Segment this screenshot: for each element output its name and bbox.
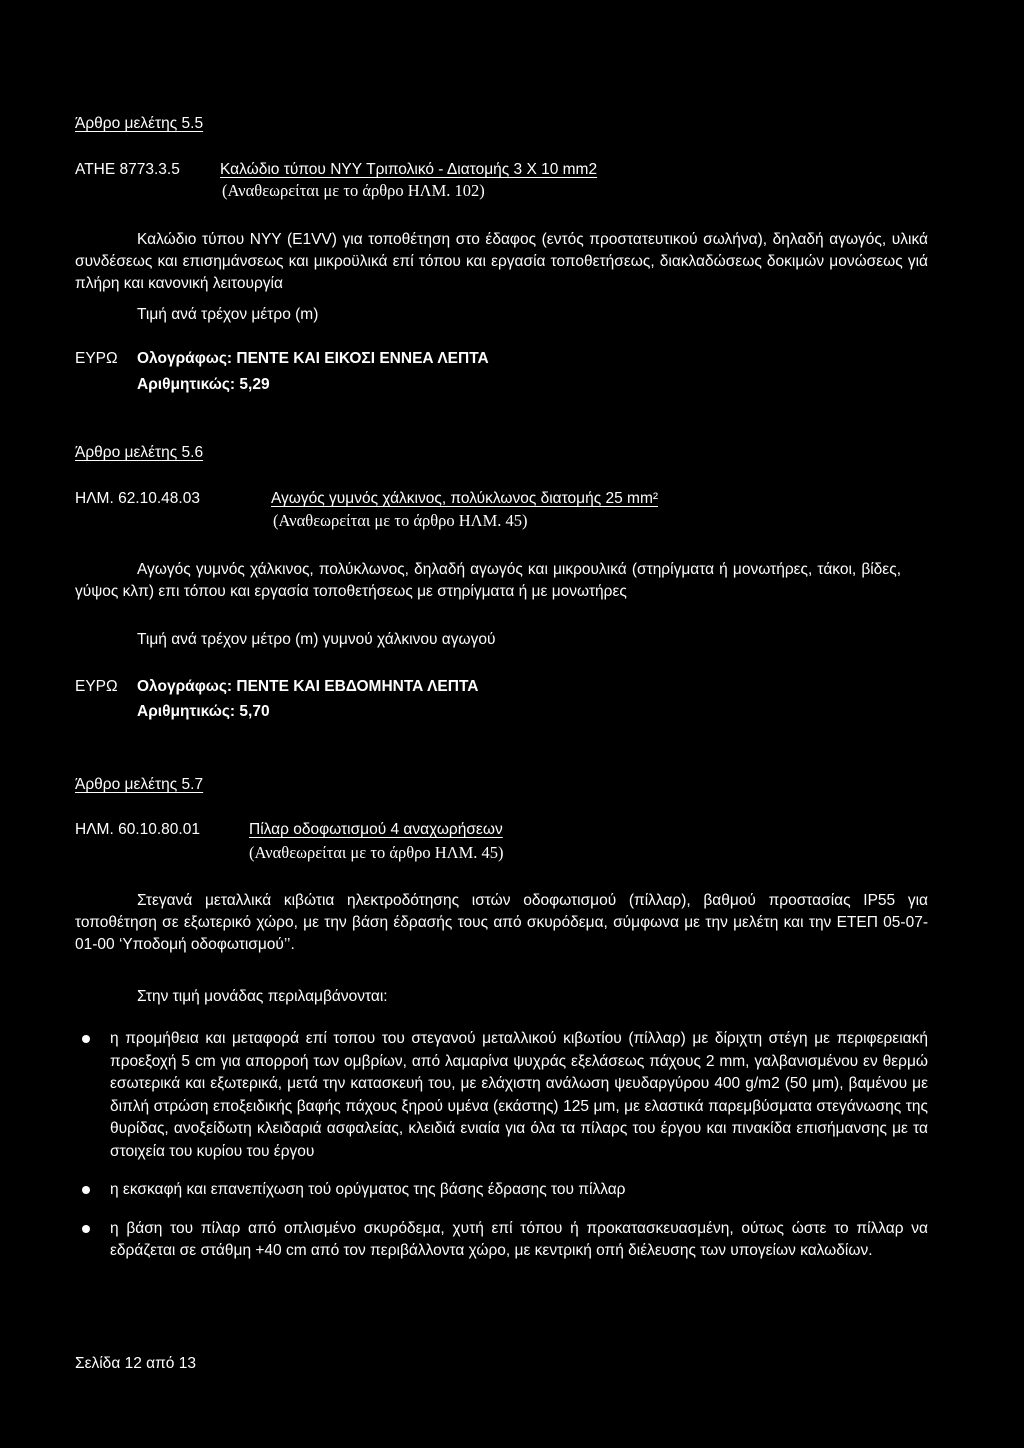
price-in-words: Ολογράφως: ΠΕΝΤΕ ΚΑΙ ΕΒΔΟΜΗΝΤΑ ΛΕΠΤΑ [137,678,479,695]
price-unit: Τιμή ανά τρέχον μέτρο (m) γυμνού χάλκινου αγωγού [137,631,496,648]
revision-note: (Αναθεωρείται με το άρθρο ΗΛΜ. 102) [222,181,485,200]
article-code: ΗΛΜ. 60.10.80.01 [75,821,200,838]
bullet-icon [82,1035,90,1043]
bullet-icon [82,1186,90,1194]
article-heading: Άρθρο μελέτης 5.7 [75,776,204,793]
includes-label: Στην τιμή μονάδας περιλαμβάνονται: [137,988,388,1005]
article-title: Πίλαρ οδοφωτισμού 4 αναχωρήσεων [249,821,503,838]
currency-label: ΕΥΡΩ [75,350,118,367]
article-description: Καλώδιο τύπου NYY (E1VV) για τοποθέτηση στο έδαφος (εντός προστατευτικού σωλήνα), δηλαδή αγωγός, υλικά συνδέσεως και επισημάνσεως και μικροϋλικά επί τόπου και εργασία τοποθετήσεως, διακλαδώσεως δοκιμών μονώσεως γιά πλήρη και κανονική λειτουργία [75,231,928,292]
price-numeric: Αριθμητικώς: 5,29 [137,376,270,393]
list-item-text: η προμήθεια και μεταφορά επί τοπου του στεγανού μεταλλικού κιβωτίου (πίλλαρ) με δίριχτη στέγη με περιφερειακή προεξοχή 5 cm για απορροή των ομβρίων, από λαμαρίνα ψυχράς εξελάσεως πάχους 2 mm, γαλβανισμένου εν θερμώ εσωτερικά και εξωτερικά, μετά την κατασκευή του, με ελάχιστη ανάλωση ψευδαργύρου 400 g/m2 (50 μm), βαμένου με διπλή στρώση εποξειδικής βαφής πάχους ξηρού υμένα (εκάστης) 125 μm, με ελαστικά παρεμβύσματα στεγάνωσης της θυρίδας, ανοξείδωτη κλειδαριά ασφαλείας, κλειδιά ενιαία για όλα τα πίλαρς του έργου και πινακίδα επισήμανσης με τα στοιχεία του κυρίου του έργου [110,1030,928,1160]
included-items-list [82,1028,928,1263]
list-item-text: η εκσκαφή και επανεπίχωση τού ορύγματος της βάσης έδρασης του πίλλαρ [110,1181,626,1198]
revision-note: (Αναθεωρείται με το άρθρο ΗΛΜ. 45) [273,511,528,530]
currency-label: ΕΥΡΩ [75,678,118,695]
list-item-text: η βάση του πίλαρ από οπλισμένο σκυρόδεμα, χυτή επί τόπου ή προκατασκευασμένη, ούτως ώστε το πίλλαρ να εδράζεται σε στάθμη +40 cm από τον περιβάλλοντα χώρο, με κεντρική οπή διέλευσης των υπογείων καλωδίων. [110,1219,928,1259]
article-title: Καλώδιο τύπου NYY Τριπολικό - Διατομής 3 X 10 mm2 [220,161,598,178]
article-code: ΗΛΜ. 62.10.48.03 [75,490,200,507]
list-item [82,1218,928,1263]
list-item [82,1028,928,1163]
list-item [82,1179,928,1202]
page-number: Σελίδα 12 από 13 [75,1355,196,1372]
price-in-words: Ολογράφως: ΠΕΝΤΕ ΚΑΙ ΕΙΚΟΣΙ ΕΝΝΕΑ ΛΕΠΤΑ [137,350,489,367]
bullet-icon [82,1225,90,1233]
revision-note: (Αναθεωρείται με το άρθρο ΗΛΜ. 45) [249,843,504,862]
article-heading: Άρθρο μελέτης 5.6 [75,444,204,461]
article-title: Αγωγός γυμνός χάλκινος, πολύκλωνος διατομής 25 mm² [271,490,659,507]
price-numeric: Αριθμητικώς: 5,70 [137,703,270,720]
price-unit: Τιμή ανά τρέχον μέτρο (m) [137,306,319,323]
article-description: Στεγανά μεταλλικά κιβώτια ηλεκτροδότησης ιστών οδοφωτισμού (πίλλαρ), βαθμού προστασίας IP55 για τοποθέτηση σε εξωτερικό χώρο, με την βάση έδρασής τους από σκυρόδεμα, σύμφωνα με την μελέτη και την ΕΤΕΠ 05-07-01-00 ‘Υποδομή οδοφωτισμού’’. [75,892,928,953]
article-heading: Άρθρο μελέτης 5.5 [75,115,204,132]
article-code: ΑΤΗΕ 8773.3.5 [75,161,180,178]
article-description: Αγωγός γυμνός χάλκινος, πολύκλωνος, δηλαδή αγωγός και μικρουλικά (στηρίγματα ή μονωτήρες, τάκοι, βίδες, γύψος κλπ) επι τόπου και εργασία τοποθετήσεως με στηρίγματα ή με μονωτήρες [75,561,901,600]
